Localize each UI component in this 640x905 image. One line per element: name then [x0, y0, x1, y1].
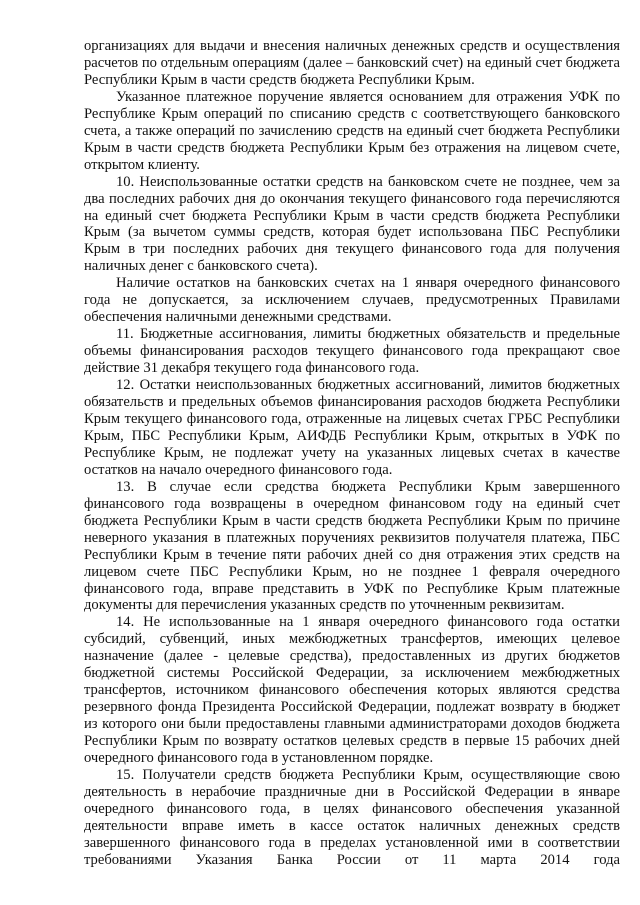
paragraph-item-10: 10. Неиспользованные остатки средств на банковском счете не позднее, чем за два последних рабочих дня до окончания текущего финансового года перечисляются на единый счет бюджета Республики Крым в части средств бюджета Республики Крым (за вычетом суммы средств, которая будет использована ПБС Республики Крым в три последних рабочих дня текущего финансового года для получения наличных денег с банковского счета). [84, 173, 620, 275]
paragraph-item-15: 15. Получатели средств бюджета Республики Крым, осуществляющие свою деятельность в нерабочие праздничные дни в Российской Федерации в январе очередного финансового года, в целях финансового обеспечения указанной деятельности вправе иметь в кассе остаток наличных денежных средств завершенного финансового года в пределах установленной ими в соответствии требованиями Указания Банка России от 11 марта 2014 года [84, 766, 620, 868]
paragraph-item-14: 14. Не использованные на 1 января очередного финансового года остатки субсидий, субвенций, иных межбюджетных трансфертов, имеющих целевое назначение (далее - целевые средства), предоставленных из других бюджетов бюджетной системы Российской Федерации, за исключением межбюджетных трансфертов, источником финансового обеспечения которых являются средства резервного фонда Президента Российской Федерации, подлежат возврату в бюджет из которого они были предоставлены главными администраторами доходов бюджета Республики Крым по возврату остатков целевых средств в первые 15 рабочих дней очередного финансового года в установленном порядке. [84, 614, 620, 767]
paragraph-cash-balances: Наличие остатков на банковских счетах на 1 января очередного финансового года не допускается, за исключением случаев, предусмотренных Правилами обеспечения наличными денежными средствами. [84, 275, 620, 326]
paragraph-continuation: организациях для выдачи и внесения наличных денежных средств и осуществления расчетов по отдельным операциям (далее – банковский счет) на единый счет бюджета Республики Крым в части средств бюджета Республики Крым. [84, 38, 620, 88]
paragraph-item-13: 13. В случае если средства бюджета Республики Крым завершенного финансового года возвращены в очередном финансовом году на единый счет бюджета Республики Крым в части средств бюджета Республики Крым по причине неверного указания в платежных поручениях реквизитов получателя платежа, ПБС Республики Крым в течение пяти рабочих дней со дня отражения этих средств на лицевом счете ПБС Республики Крым, но не позднее 1 февраля очередного финансового года, вправе представить в УФК по Республике Крым платежные документы для перечисления указанных средств по уточненным реквизитам. [84, 478, 620, 614]
paragraph-item-12: 12. Остатки неиспользованных бюджетных ассигнований, лимитов бюджетных обязательств и предельных объемов финансирования расходов бюджета Республики Крым текущего финансового года, отраженные на лицевых счетах ГРБС Республики Крым, ПБС Республики Крым, АИФДБ Республики Крым, открытых в УФК по Республике Крым, не подлежат учету на указанных лицевых счетах в качестве остатков на начало очередного финансового года. [84, 377, 620, 478]
paragraph-payment-order: Указанное платежное поручение является основанием для отражения УФК по Республике Крым операций по списанию средств с соответствующего банковского счета, а также операций по зачислению средств на единый счет бюджета Республики Крым в части средств бюджета Республики Крым без отражения на лицевом счете, открытом клиенту. [84, 88, 620, 173]
document-page [84, 38, 620, 869]
paragraph-item-11: 11. Бюджетные ассигнования, лимиты бюджетных обязательств и предельные объемы финансирования расходов текущего финансового года прекращают свое действие 31 декабря текущего года финансового года. [84, 326, 620, 377]
